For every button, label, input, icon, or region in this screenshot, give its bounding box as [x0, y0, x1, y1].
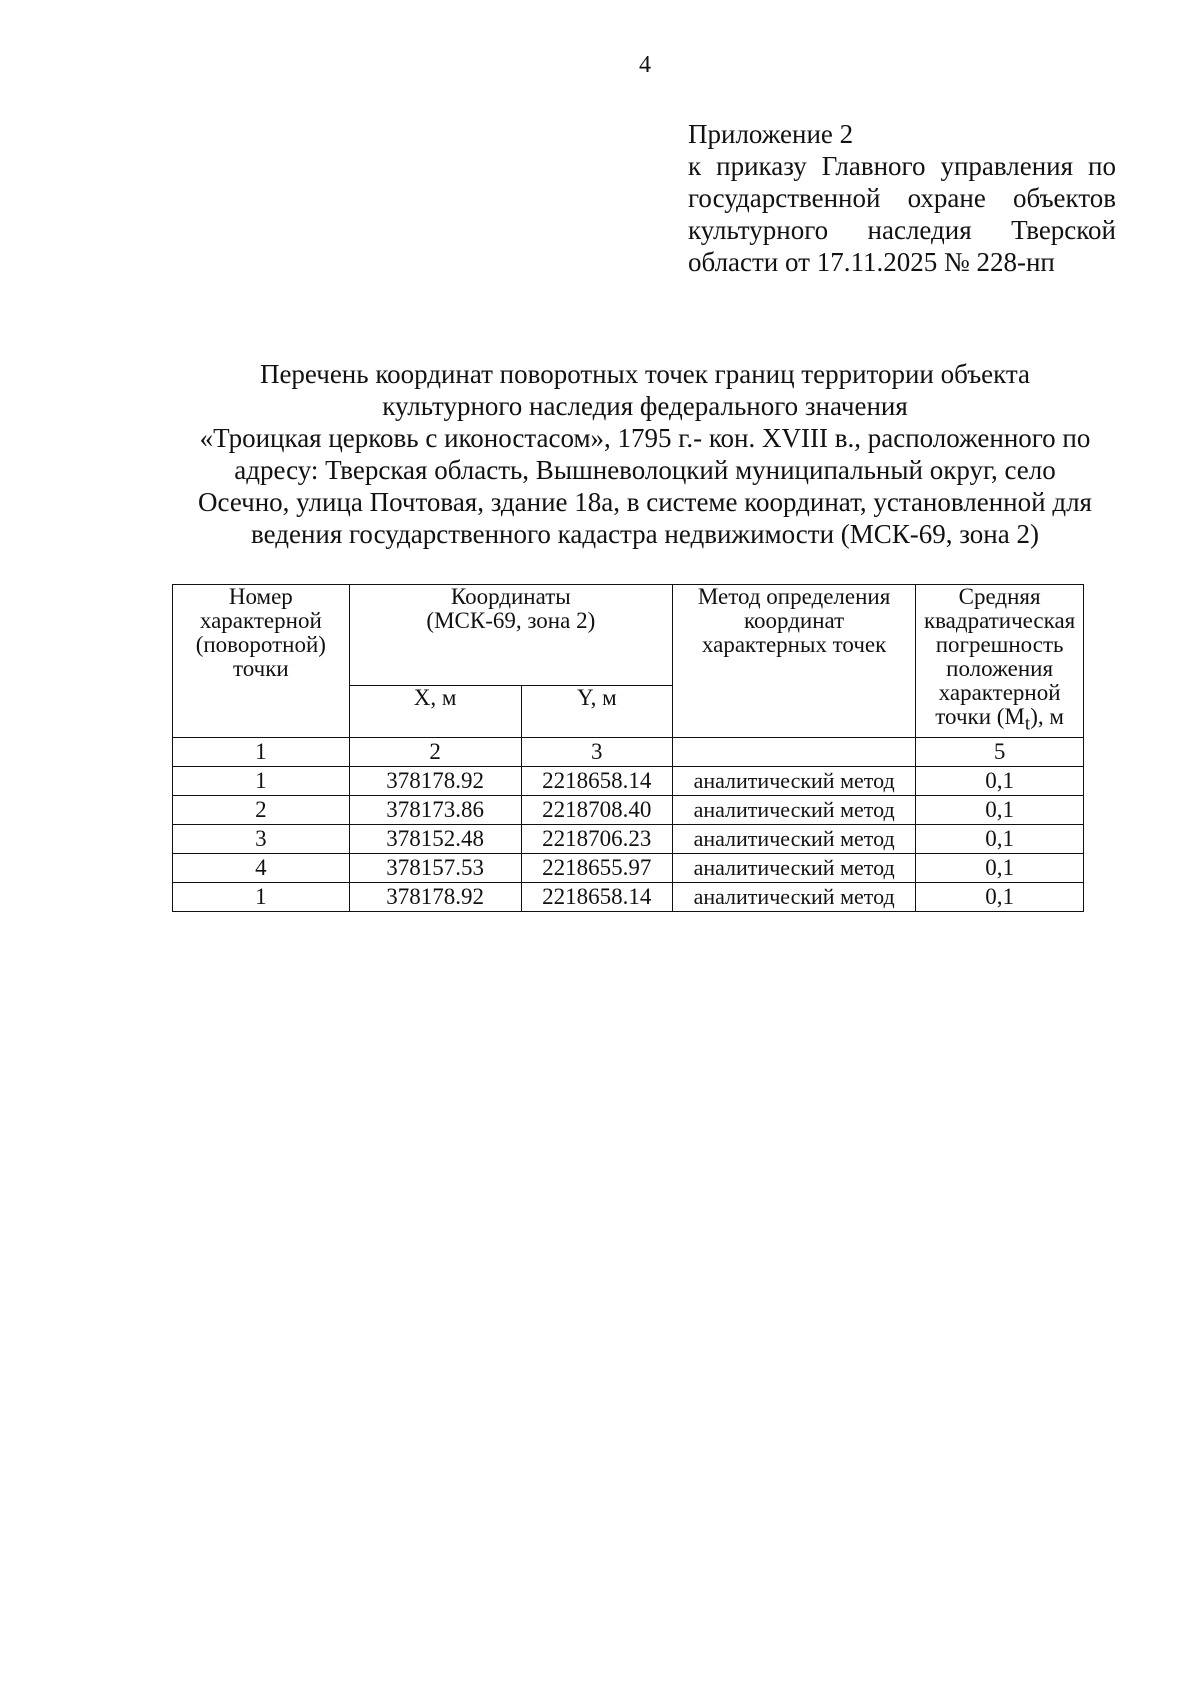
cell-point: 3 — [173, 824, 350, 853]
cell-error: 0,1 — [916, 795, 1084, 824]
cell-y: 2218658.14 — [521, 766, 672, 795]
header-method: Метод определения координат характерных точек — [673, 585, 916, 738]
header-y: Y, м — [521, 686, 672, 738]
index-cell: 5 — [916, 737, 1084, 766]
index-cell — [673, 737, 916, 766]
table-row — [173, 853, 1084, 882]
cell-method: аналитический метод — [673, 824, 916, 853]
header-x: X, м — [349, 686, 521, 738]
index-cell: 2 — [349, 737, 521, 766]
title-line: культурного наследия федерального значения — [382, 391, 908, 421]
title-line: адресу: Тверская область, Вышневолоцкий муниципальный округ, село — [234, 455, 1056, 485]
appendix-heading: Приложение 2 — [688, 119, 854, 149]
cell-x: 378178.92 — [349, 766, 521, 795]
table-row — [173, 824, 1084, 853]
title-line: ведения государственного кадастра недвижимости (МСК-69, зона 2) — [251, 519, 1039, 549]
cell-error: 0,1 — [916, 766, 1084, 795]
index-cell: 3 — [521, 737, 672, 766]
cell-y: 2218658.14 — [521, 882, 672, 911]
cell-point: 1 — [173, 766, 350, 795]
cell-y: 2218708.40 — [521, 795, 672, 824]
table-row — [173, 766, 1084, 795]
cell-point: 4 — [173, 853, 350, 882]
appendix-block — [688, 118, 1116, 278]
title-line: «Троицкая церковь с иконостасом», 1795 г.- кон. XVIII в., расположенного по — [199, 423, 1091, 453]
cell-error: 0,1 — [916, 882, 1084, 911]
cell-x: 378152.48 — [349, 824, 521, 853]
header-error: Средняя квадратическая погрешность положения характерной точки $(M_t)$, м — [916, 585, 1084, 738]
header-point-number: Номер характерной (поворотной) точки — [173, 585, 350, 738]
cell-method: аналитический метод — [673, 766, 916, 795]
cell-x: 378173.86 — [349, 795, 521, 824]
coordinates-table — [172, 584, 1084, 912]
cell-x: 378178.92 — [349, 882, 521, 911]
index-cell: 1 — [173, 737, 350, 766]
cell-method: аналитический метод — [673, 795, 916, 824]
cell-x: 378157.53 — [349, 853, 521, 882]
cell-method: аналитический метод — [673, 882, 916, 911]
index-row — [173, 737, 1084, 766]
table-row — [173, 882, 1084, 911]
cell-y: 2218706.23 — [521, 824, 672, 853]
cell-error: 0,1 — [916, 853, 1084, 882]
cell-point: 1 — [173, 882, 350, 911]
title-line: Перечень координат поворотных точек границ территории объекта — [259, 359, 1031, 389]
page-number: 4 — [639, 52, 651, 78]
title-line: Осечно, улица Почтовая, здание 18а, в системе координат, установленной для — [198, 487, 1092, 517]
cell-error: 0,1 — [916, 824, 1084, 853]
document-title — [150, 358, 1140, 550]
cell-point: 2 — [173, 795, 350, 824]
cell-y: 2218655.97 — [521, 853, 672, 882]
header-coordinates: Координаты (МСК-69, зона 2) — [349, 585, 672, 686]
appendix-text: к приказу Главного управления по государственной охране объектов культурного наследия Тверской области от 17.11.2025 № 228-нп — [688, 151, 1116, 277]
cell-method: аналитический метод — [673, 853, 916, 882]
table-row — [173, 795, 1084, 824]
